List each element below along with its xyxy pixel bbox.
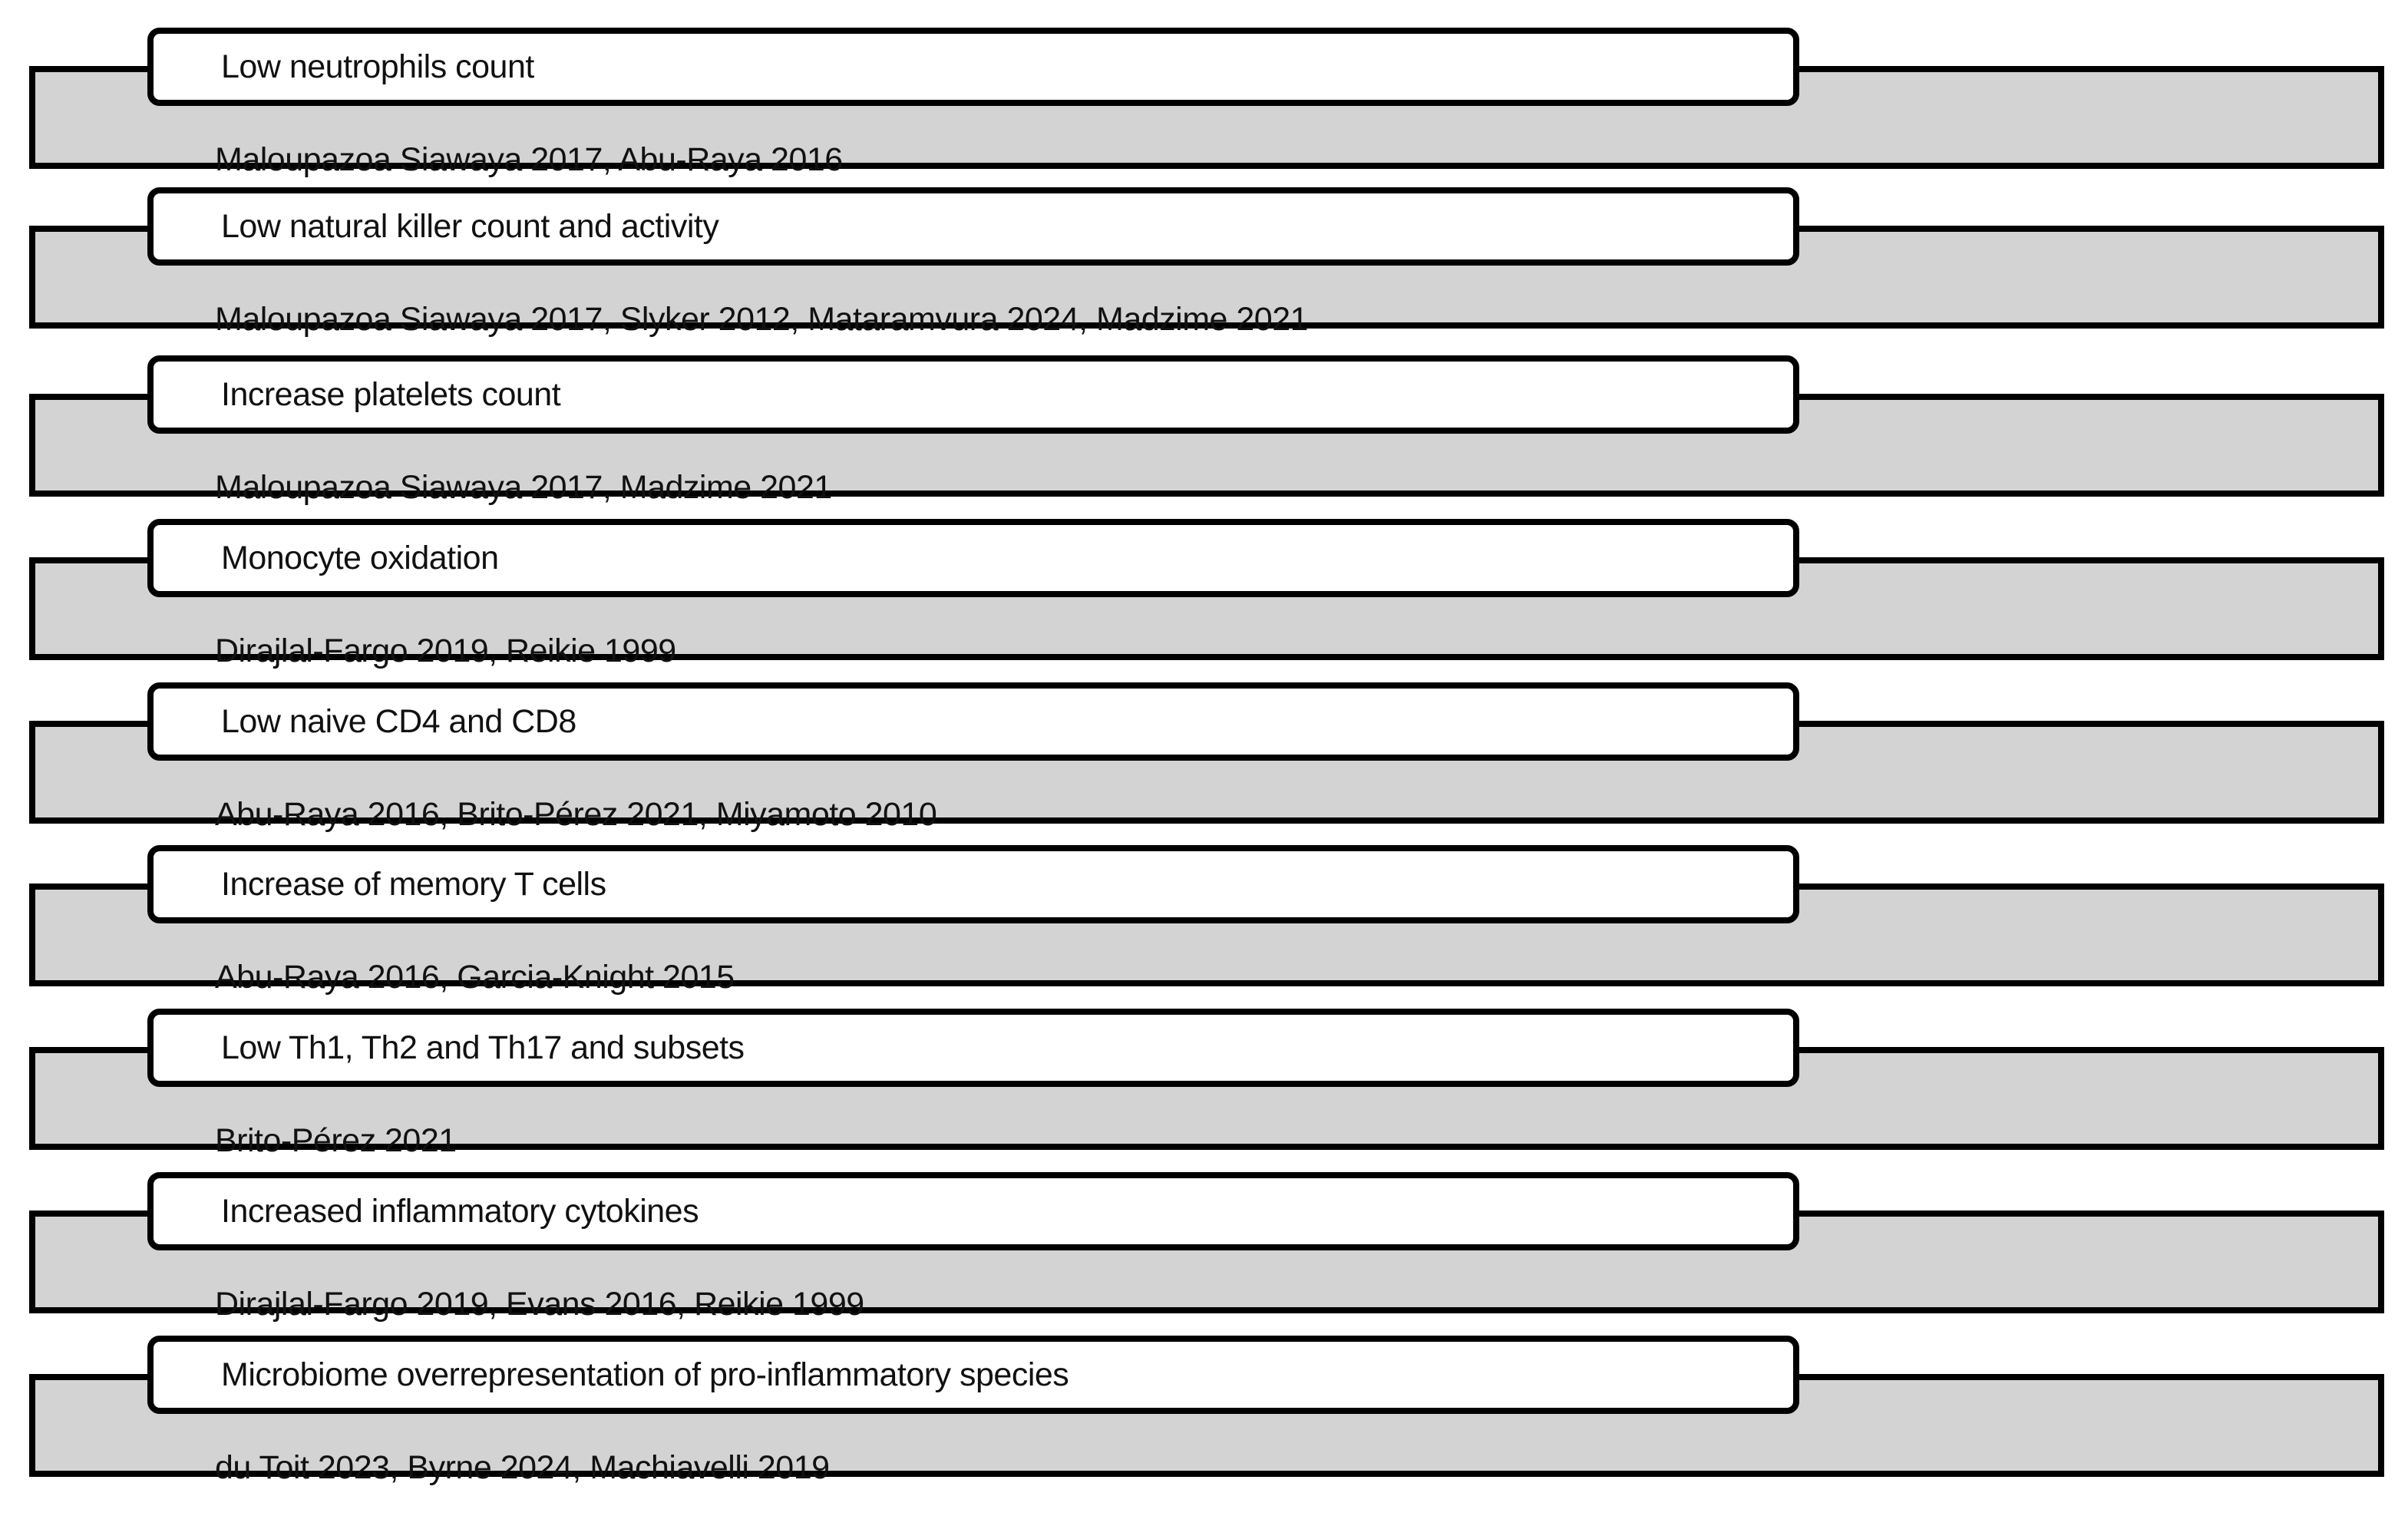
finding-card [0,1009,2408,1171]
finding-references: Abu-Raya 2016, Garcia-Knight 2015 [215,959,735,996]
finding-title: Low neutrophils count [221,48,534,85]
finding-title-box [147,845,1799,923]
finding-title: Increase of memory T cells [221,866,606,903]
finding-title: Low natural killer count and activity [221,208,719,245]
finding-references: Brito-Pérez 2021 [215,1122,457,1159]
finding-title-box [147,28,1799,106]
finding-references: du Toit 2023, Byrne 2024, Machiavelli 2019 [215,1449,830,1486]
finding-title: Microbiome overrepresentation of pro-inflammatory species [221,1356,1069,1393]
finding-references: Maloupazoa Siawaya 2017, Abu-Raya 2016 [215,141,843,178]
finding-title: Increase platelets count [221,376,561,413]
finding-title: Low naive CD4 and CD8 [221,703,576,740]
finding-card [0,519,2408,682]
finding-card [0,1172,2408,1335]
finding-title-box [147,355,1799,434]
finding-card [0,28,2408,190]
finding-references: Maloupazoa Siawaya 2017, Madzime 2021 [215,469,832,506]
finding-title: Monocyte oxidation [221,540,499,576]
finding-title-box [147,519,1799,597]
finding-references: Dirajlal-Fargo 2019, Reikie 1999 [215,632,676,669]
finding-card [0,355,2408,518]
finding-card [0,1336,2408,1498]
finding-title-box [147,682,1799,761]
finding-references: Dirajlal-Fargo 2019, Evans 2016, Reikie 1999 [215,1286,864,1323]
finding-title-box [147,1172,1799,1250]
finding-card [0,845,2408,1008]
finding-card [0,682,2408,845]
finding-card [0,187,2408,350]
finding-title-box [147,187,1799,266]
finding-references: Maloupazoa Siawaya 2017, Slyker 2012, Mataramvura 2024, Madzime 2021 [215,301,1309,338]
finding-title: Low Th1, Th2 and Th17 and subsets [221,1029,745,1066]
finding-title-box [147,1009,1799,1087]
finding-title: Increased inflammatory cytokines [221,1193,699,1230]
finding-title-box [147,1336,1799,1414]
finding-references: Abu-Raya 2016, Brito-Pérez 2021, Miyamoto 2010 [215,796,937,833]
